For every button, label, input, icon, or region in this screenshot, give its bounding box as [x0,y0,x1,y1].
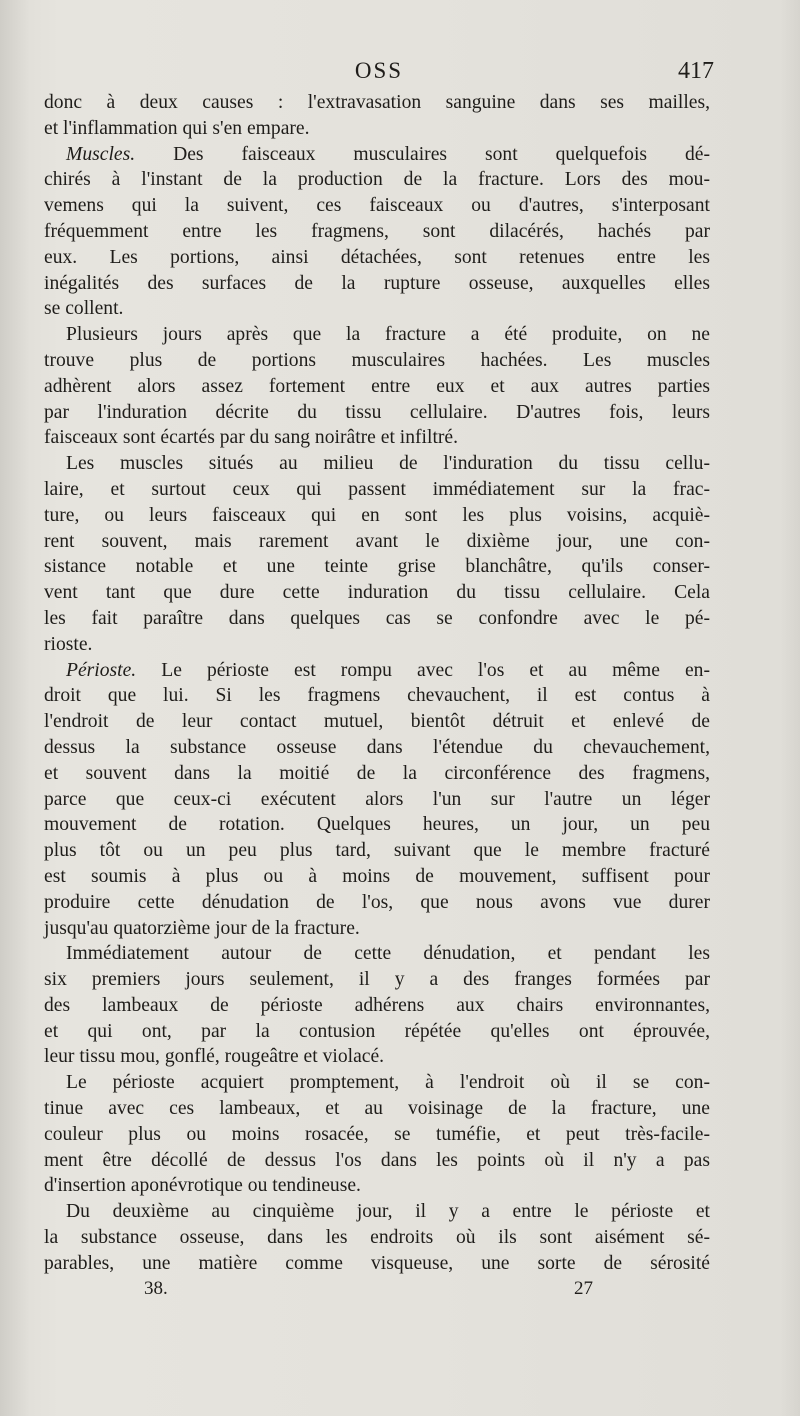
text-line [44,580,710,606]
text-line [44,1019,710,1045]
line-text: Plusieurs jours après que la fracture a été produite, on ne [66,324,710,346]
text-line [44,1225,710,1251]
text-line [44,967,710,993]
text-line [44,167,710,193]
line-text: Immédiatement autour de cette dénudation, et pendant les [66,943,710,965]
text-line [44,503,710,529]
text-line [44,993,710,1019]
text-line [44,400,710,426]
text-line [44,142,710,168]
text-line [44,735,710,761]
text-line [44,477,710,503]
text-line [44,425,710,451]
line-text: chirés à l'instant de la production de la fracture. Lors des mou- [44,169,710,191]
line-text: tinue avec ces lambeaux, et au voisinage de la fracture, une [44,1098,710,1120]
text-line [44,554,710,580]
line-text: trouve plus de portions musculaires hachées. Les muscles [44,349,710,371]
line-text: parce que ceux-ci exécutent alors l'un sur l'autre un léger [44,788,710,810]
text-line [44,606,710,632]
line-text: Du deuxième au cinquième jour, il y a entre le périoste et [66,1201,710,1223]
line-text: d'insertion aponévrotique ou tendineuse. [44,1175,361,1197]
text-line [44,529,710,555]
text-line [44,451,710,477]
page-number: 417 [678,58,714,84]
line-text: Les muscles situés au milieu de l'induration du tissu cellu- [66,453,710,475]
page-header [44,58,714,88]
line-text: laire, et surtout ceux qui passent immédiatement sur la frac- [44,478,710,500]
line-text: sistance notable et une teinte grise blanchâtre, qu'ils conser- [44,556,710,578]
line-text: six premiers jours seulement, il y a des franges formées par [44,969,710,991]
line-text: rent souvent, mais rarement avant le dixième jour, une con- [44,530,710,552]
line-text: Des faisceaux musculaires sont quelquefois dé- [135,143,710,165]
text-line [44,1096,710,1122]
text-line [44,890,710,916]
text-line [44,761,710,787]
line-text: faisceaux sont écartés par du sang noirâtre et infiltré. [44,427,459,449]
text-line [44,245,710,271]
text-line [44,322,710,348]
text-line [44,1070,710,1096]
line-text: des lambeaux de périoste adhérens aux chairs environnantes, [44,994,710,1016]
body-text [44,90,710,1277]
text-line [44,864,710,890]
text-line [44,1122,710,1148]
line-text: inégalités des surfaces de la rupture osseuse, auxquelles elles [44,272,710,294]
text-line [44,812,710,838]
line-text: par l'induration décrite du tissu cellulaire. D'autres fois, leurs [44,401,710,423]
line-text: eux. Les portions, ainsi détachées, sont retenues entre les [44,246,710,268]
line-text: Le périoste acquiert promptement, à l'endroit où il se con- [66,1072,710,1094]
text-line [44,632,710,658]
signature-mark: 27 [574,1278,593,1299]
text-line [44,296,710,322]
line-text: et l'inflammation qui s'en empare. [44,117,310,139]
line-text: rioste. [44,633,93,655]
line-text: dessus la substance osseuse dans l'étendue du chevauchement, [44,736,710,758]
volume-mark: 38. [144,1278,168,1299]
line-text: fréquemment entre les fragmens, sont dilacérés, hachés par [44,220,710,242]
line-text: est soumis à plus ou à moins de mouvement, suffisent pour [44,865,710,887]
line-text: vent tant que dure cette induration du tissu cellulaire. Cela [44,582,710,604]
text-line [44,916,710,942]
text-line [44,271,710,297]
text-line [44,193,710,219]
text-line [44,709,710,735]
text-line [44,348,710,374]
text-line [44,374,710,400]
text-line [44,838,710,864]
text-line [44,683,710,709]
text-line [44,787,710,813]
line-text: leur tissu mou, gonflé, rougeâtre et violacé. [44,1046,385,1068]
line-text: se collent. [44,298,124,320]
line-text: les fait paraître dans quelques cas se confondre avec le pé- [44,607,710,629]
line-text: mouvement de rotation. Quelques heures, un jour, un peu [44,814,710,836]
line-text: droit que lui. Si les fragmens chevauchent, il est contus à [44,685,710,707]
text-line [44,1173,710,1199]
text-line [44,1199,710,1225]
text-line [44,1251,710,1277]
line-text: Le périoste est rompu avec l'os et au même en- [136,659,710,681]
line-text: ture, ou leurs faisceaux qui en sont les plus voisins, acquiè- [44,504,710,526]
line-text: et qui ont, par la contusion répétée qu'elles ont éprouvée, [44,1020,710,1042]
line-text: produire cette dénudation de l'os, que nous avons vue durer [44,891,710,913]
line-text: la substance osseuse, dans les endroits où ils sont aisément sé- [44,1227,710,1249]
section-lead: Muscles. [66,143,136,165]
text-line [44,1148,710,1174]
line-text: couleur plus ou moins rosacée, se tuméfie, et peut très-facile- [44,1123,710,1145]
line-text: et souvent dans la moitié de la circonférence des fragmens, [44,762,710,784]
line-text: donc à deux causes : l'extravasation sanguine dans ses mailles, [44,92,710,113]
text-line [44,658,710,684]
text-line [44,116,710,142]
text-line [44,219,710,245]
text-line [44,1044,710,1070]
page-footer [44,1278,710,1308]
text-line [44,941,710,967]
line-text: plus tôt ou un peu plus tard, suivant que le membre fracturé [44,840,710,862]
line-text: jusqu'au quatorzième jour de la fracture. [44,917,360,939]
text-line [44,90,710,116]
line-text: l'endroit de leur contact mutuel, bientôt détruit et enlevé de [44,711,710,733]
line-text: adhèrent alors assez fortement entre eux et aux autres parties [44,375,710,397]
section-lead: Périoste. [66,659,137,681]
line-text: ment être décollé de dessus l'os dans les points où il n'y a pas [44,1149,710,1171]
running-head: OSS [354,58,404,83]
line-text: parables, une matière comme visqueuse, une sorte de sérosité [44,1252,710,1274]
line-text: vemens qui la suivent, ces faisceaux ou d'autres, s'interposant [44,195,710,217]
